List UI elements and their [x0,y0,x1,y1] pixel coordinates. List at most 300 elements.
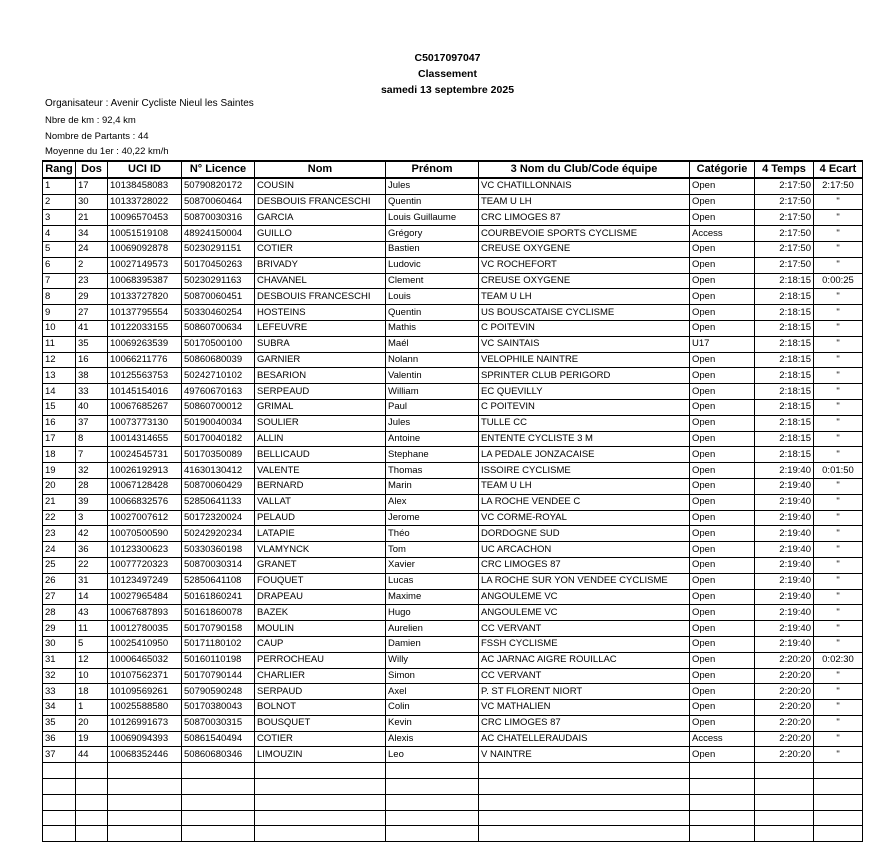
empty-cell [255,763,386,779]
cell-rang: 14 [43,384,76,400]
cell-uci-id: 10096570453 [108,210,182,226]
cell-categorie: Open [690,384,755,400]
cell-club: FSSH CYCLISME [479,636,690,652]
cell-dos: 14 [76,589,108,605]
cell-temps: 2:19:40 [755,589,814,605]
cell-ecart: " [814,320,863,336]
cell-temps: 2:19:40 [755,526,814,542]
cell-rang: 3 [43,210,76,226]
empty-cell [108,826,182,842]
cell-dos: 24 [76,241,108,257]
cell-nom: SOULIER [255,415,386,431]
cell-ecart: " [814,415,863,431]
cell-prenom: Paul [386,399,479,415]
cell-rang: 5 [43,241,76,257]
cell-nom: GARCIA [255,210,386,226]
cell-ecart: 0:02:30 [814,652,863,668]
cell-licence: 50171180102 [182,636,255,652]
cell-licence: 50230291163 [182,273,255,289]
table-row [43,241,863,257]
empty-cell [479,779,690,795]
cell-rang: 24 [43,542,76,558]
cell-temps: 2:17:50 [755,226,814,242]
cell-club: LA ROCHE VENDEE C [479,494,690,510]
empty-cell [255,810,386,826]
empty-cell [76,794,108,810]
empty-row [43,779,863,795]
cell-ecart: " [814,289,863,305]
column-header-temps: 4 Temps [755,161,814,178]
table-row [43,589,863,605]
cell-club: UC ARCACHON [479,542,690,558]
cell-temps: 2:17:50 [755,194,814,210]
cell-prenom: Alexis [386,731,479,747]
cell-dos: 29 [76,289,108,305]
cell-uci-id: 10066211776 [108,352,182,368]
empty-cell [814,810,863,826]
cell-nom: VALENTE [255,463,386,479]
cell-club: VC SAINTAIS [479,336,690,352]
empty-cell [814,826,863,842]
cell-uci-id: 10027965484 [108,589,182,605]
empty-cell [182,779,255,795]
cell-dos: 27 [76,305,108,321]
cell-temps: 2:19:40 [755,557,814,573]
cell-ecart: " [814,241,863,257]
cell-dos: 44 [76,747,108,763]
cell-licence: 50170380043 [182,700,255,716]
empty-cell [690,826,755,842]
cell-prenom: Louis Guillaume [386,210,479,226]
table-row [43,684,863,700]
cell-categorie: Open [690,494,755,510]
empty-cell [386,794,479,810]
cell-ecart: " [814,399,863,415]
cell-uci-id: 10068352446 [108,747,182,763]
cell-licence: 50870060429 [182,478,255,494]
cell-temps: 2:18:15 [755,431,814,447]
cell-rang: 36 [43,731,76,747]
empty-cell [43,763,76,779]
cell-prenom: Clement [386,273,479,289]
cell-prenom: Ludovic [386,257,479,273]
cell-licence: 50161860078 [182,605,255,621]
cell-club: CC VERVANT [479,668,690,684]
empty-cell [43,779,76,795]
cell-uci-id: 10107562371 [108,668,182,684]
cell-licence: 50170450263 [182,257,255,273]
empty-cell [43,794,76,810]
cell-uci-id: 10006465032 [108,652,182,668]
cell-rang: 32 [43,668,76,684]
cell-prenom: Quentin [386,194,479,210]
cell-prenom: Kevin [386,715,479,731]
cell-temps: 2:19:40 [755,636,814,652]
cell-club: C POITEVIN [479,320,690,336]
empty-cell [108,763,182,779]
empty-cell [479,794,690,810]
cell-categorie: Open [690,700,755,716]
cell-prenom: Aurelien [386,621,479,637]
cell-temps: 2:18:15 [755,320,814,336]
cell-rang: 23 [43,526,76,542]
cell-temps: 2:18:15 [755,447,814,463]
cell-licence: 50870030314 [182,557,255,573]
cell-ecart: " [814,431,863,447]
cell-uci-id: 10123300623 [108,542,182,558]
empty-cell [479,763,690,779]
cell-licence: 50790820172 [182,178,255,194]
column-header-ecart: 4 Ecart [814,161,863,178]
cell-ecart: " [814,700,863,716]
cell-prenom: Mathis [386,320,479,336]
cell-licence: 49760670163 [182,384,255,400]
table-row [43,526,863,542]
cell-prenom: Damien [386,636,479,652]
cell-prenom: Axel [386,684,479,700]
cell-uci-id: 10122033155 [108,320,182,336]
table-header-row [43,161,863,178]
cell-nom: PELAUD [255,510,386,526]
table-row [43,573,863,589]
cell-temps: 2:17:50 [755,241,814,257]
cell-dos: 20 [76,715,108,731]
cell-licence: 50172320024 [182,510,255,526]
cell-uci-id: 10145154016 [108,384,182,400]
cell-dos: 43 [76,605,108,621]
cell-temps: 2:18:15 [755,336,814,352]
empty-row [43,810,863,826]
cell-nom: SUBRA [255,336,386,352]
cell-club: TEAM U LH [479,478,690,494]
cell-club: ANGOULEME VC [479,589,690,605]
cell-licence: 50170040182 [182,431,255,447]
cell-temps: 2:19:40 [755,478,814,494]
cell-prenom: Tom [386,542,479,558]
cell-nom: SERPAUD [255,684,386,700]
cell-uci-id: 10077720323 [108,557,182,573]
table-row [43,715,863,731]
cell-uci-id: 10123497249 [108,573,182,589]
cell-dos: 37 [76,415,108,431]
race-code: C5017097047 [414,52,481,64]
cell-club: LA ROCHE SUR YON VENDEE CYCLISME [479,573,690,589]
cell-temps: 2:20:20 [755,652,814,668]
empty-cell [386,763,479,779]
table-row [43,605,863,621]
cell-nom: LATAPIE [255,526,386,542]
cell-prenom: Valentin [386,368,479,384]
cell-club: CREUSE OXYGENE [479,273,690,289]
cell-rang: 11 [43,336,76,352]
cell-rang: 13 [43,368,76,384]
cell-club: C POITEVIN [479,399,690,415]
empty-cell [479,810,690,826]
cell-nom: GUILLO [255,226,386,242]
cell-uci-id: 10069263539 [108,336,182,352]
cell-dos: 19 [76,731,108,747]
cell-uci-id: 10069092878 [108,241,182,257]
cell-rang: 4 [43,226,76,242]
cell-dos: 5 [76,636,108,652]
cell-rang: 33 [43,684,76,700]
cell-nom: PERROCHEAU [255,652,386,668]
cell-temps: 2:20:20 [755,731,814,747]
cell-categorie: Open [690,305,755,321]
cell-dos: 8 [76,431,108,447]
empty-cell [108,810,182,826]
cell-rang: 31 [43,652,76,668]
cell-temps: 2:20:20 [755,684,814,700]
cell-categorie: Open [690,431,755,447]
cell-rang: 29 [43,621,76,637]
cell-nom: SERPEAUD [255,384,386,400]
cell-prenom: Théo [386,526,479,542]
cell-ecart: " [814,478,863,494]
cell-prenom: William [386,384,479,400]
table-row [43,700,863,716]
cell-nom: LEFEUVRE [255,320,386,336]
cell-nom: CAUP [255,636,386,652]
empty-cell [255,794,386,810]
table-row [43,210,863,226]
empty-cell [182,826,255,842]
cell-club: AC JARNAC AIGRE ROUILLAC [479,652,690,668]
cell-dos: 35 [76,336,108,352]
cell-prenom: Maél [386,336,479,352]
empty-cell [255,779,386,795]
average-speed-text: Moyenne du 1er : 40,22 km/h [45,146,169,157]
cell-uci-id: 10025588580 [108,700,182,716]
empty-cell [43,810,76,826]
cell-prenom: Nolann [386,352,479,368]
results-table [42,160,863,842]
empty-cell [690,810,755,826]
cell-ecart: " [814,384,863,400]
cell-temps: 2:17:50 [755,178,814,194]
cell-club: AC CHATELLERAUDAIS [479,731,690,747]
cell-licence: 50161860241 [182,589,255,605]
cell-licence: 50860700012 [182,399,255,415]
cell-ecart: " [814,336,863,352]
cell-categorie: U17 [690,336,755,352]
cell-temps: 2:19:40 [755,542,814,558]
empty-cell [479,826,690,842]
table-row [43,178,863,194]
table-row [43,399,863,415]
cell-club: CC VERVANT [479,621,690,637]
cell-uci-id: 10138458083 [108,178,182,194]
cell-ecart: " [814,573,863,589]
cell-ecart: " [814,557,863,573]
cell-rang: 22 [43,510,76,526]
cell-categorie: Open [690,415,755,431]
cell-categorie: Open [690,684,755,700]
cell-rang: 10 [43,320,76,336]
table-row [43,368,863,384]
cell-licence: 50870060464 [182,194,255,210]
cell-club: ISSOIRE CYCLISME [479,463,690,479]
cell-licence: 50160110198 [182,652,255,668]
table-row [43,336,863,352]
cell-licence: 50230291151 [182,241,255,257]
cell-categorie: Open [690,478,755,494]
empty-cell [755,826,814,842]
table-row [43,226,863,242]
cell-temps: 2:18:15 [755,352,814,368]
cell-rang: 28 [43,605,76,621]
cell-temps: 2:20:20 [755,700,814,716]
cell-categorie: Open [690,178,755,194]
cell-nom: BOUSQUET [255,715,386,731]
cell-nom: FOUQUET [255,573,386,589]
cell-dos: 23 [76,273,108,289]
cell-licence: 50860680346 [182,747,255,763]
table-row [43,415,863,431]
cell-uci-id: 10027007612 [108,510,182,526]
cell-dos: 31 [76,573,108,589]
cell-licence: 48924150004 [182,226,255,242]
cell-nom: DRAPEAU [255,589,386,605]
cell-prenom: Stephane [386,447,479,463]
cell-licence: 52850641108 [182,573,255,589]
cell-prenom: Maxime [386,589,479,605]
table-row [43,447,863,463]
cell-rang: 35 [43,715,76,731]
empty-cell [386,779,479,795]
cell-temps: 2:20:20 [755,668,814,684]
cell-temps: 2:19:40 [755,605,814,621]
cell-club: VC MATHALIEN [479,700,690,716]
empty-row [43,763,863,779]
empty-cell [255,826,386,842]
table-row [43,384,863,400]
cell-rang: 7 [43,273,76,289]
cell-licence: 50790590248 [182,684,255,700]
cell-uci-id: 10025410950 [108,636,182,652]
cell-temps: 2:19:40 [755,621,814,637]
cell-rang: 34 [43,700,76,716]
cell-uci-id: 10066832576 [108,494,182,510]
cell-rang: 27 [43,589,76,605]
cell-prenom: Leo [386,747,479,763]
cell-nom: BOLNOT [255,700,386,716]
cell-categorie: Access [690,731,755,747]
cell-club: CRC LIMOGES 87 [479,715,690,731]
cell-prenom: Lucas [386,573,479,589]
cell-uci-id: 10024545731 [108,447,182,463]
cell-temps: 2:18:15 [755,289,814,305]
cell-uci-id: 10125563753 [108,368,182,384]
cell-nom: GARNIER [255,352,386,368]
cell-club: CRC LIMOGES 87 [479,557,690,573]
cell-categorie: Open [690,526,755,542]
cell-dos: 18 [76,684,108,700]
cell-ecart: " [814,194,863,210]
table-row [43,636,863,652]
cell-prenom: Colin [386,700,479,716]
empty-cell [690,794,755,810]
cell-rang: 30 [43,636,76,652]
cell-categorie: Open [690,399,755,415]
cell-licence: 50330460254 [182,305,255,321]
cell-temps: 2:18:15 [755,273,814,289]
empty-cell [755,794,814,810]
cell-nom: VLAMYNCK [255,542,386,558]
cell-licence: 50242710102 [182,368,255,384]
cell-prenom: Grégory [386,226,479,242]
cell-ecart: 2:17:50 [814,178,863,194]
cell-nom: BESARION [255,368,386,384]
cell-club: LA PEDALE JONZACAISE [479,447,690,463]
cell-licence: 50170790158 [182,621,255,637]
cell-dos: 3 [76,510,108,526]
table-row [43,320,863,336]
cell-prenom: Alex [386,494,479,510]
cell-uci-id: 10027149573 [108,257,182,273]
empty-cell [108,794,182,810]
empty-cell [182,810,255,826]
cell-rang: 17 [43,431,76,447]
cell-ecart: " [814,636,863,652]
cell-prenom: Hugo [386,605,479,621]
cell-rang: 6 [43,257,76,273]
cell-ecart: 0:01:50 [814,463,863,479]
cell-club: VC CHATILLONNAIS [479,178,690,194]
cell-categorie: Open [690,352,755,368]
cell-dos: 22 [76,557,108,573]
organisateur-text: Organisateur : Avenir Cycliste Nieul les Saintes [45,98,254,109]
cell-categorie: Open [690,747,755,763]
cell-categorie: Open [690,463,755,479]
cell-ecart: " [814,305,863,321]
cell-rang: 21 [43,494,76,510]
cell-ecart: " [814,747,863,763]
cell-rang: 25 [43,557,76,573]
cell-ecart: " [814,226,863,242]
column-header-nom: Nom [255,161,386,178]
cell-nom: GRANET [255,557,386,573]
cell-club: EC QUEVILLY [479,384,690,400]
table-row [43,194,863,210]
cell-temps: 2:18:15 [755,305,814,321]
cell-ecart: " [814,621,863,637]
cell-nom: HOSTEINS [255,305,386,321]
cell-rang: 12 [43,352,76,368]
column-header-club: 3 Nom du Club/Code équipe [479,161,690,178]
cell-dos: 12 [76,652,108,668]
cell-dos: 42 [76,526,108,542]
cell-licence: 52850641133 [182,494,255,510]
empty-cell [814,779,863,795]
cell-licence: 50870030315 [182,715,255,731]
cell-club: US BOUSCATAISE CYCLISME [479,305,690,321]
column-header-prenom: Prénom [386,161,479,178]
cell-dos: 36 [76,542,108,558]
cell-nom: COUSIN [255,178,386,194]
empty-cell [690,763,755,779]
cell-categorie: Open [690,668,755,684]
cell-temps: 2:19:40 [755,510,814,526]
empty-cell [386,810,479,826]
empty-row [43,794,863,810]
cell-nom: BAZEK [255,605,386,621]
cell-club: P. ST FLORENT NIORT [479,684,690,700]
empty-cell [814,794,863,810]
cell-nom: BRIVADY [255,257,386,273]
cell-uci-id: 10067687893 [108,605,182,621]
cell-ecart: " [814,526,863,542]
